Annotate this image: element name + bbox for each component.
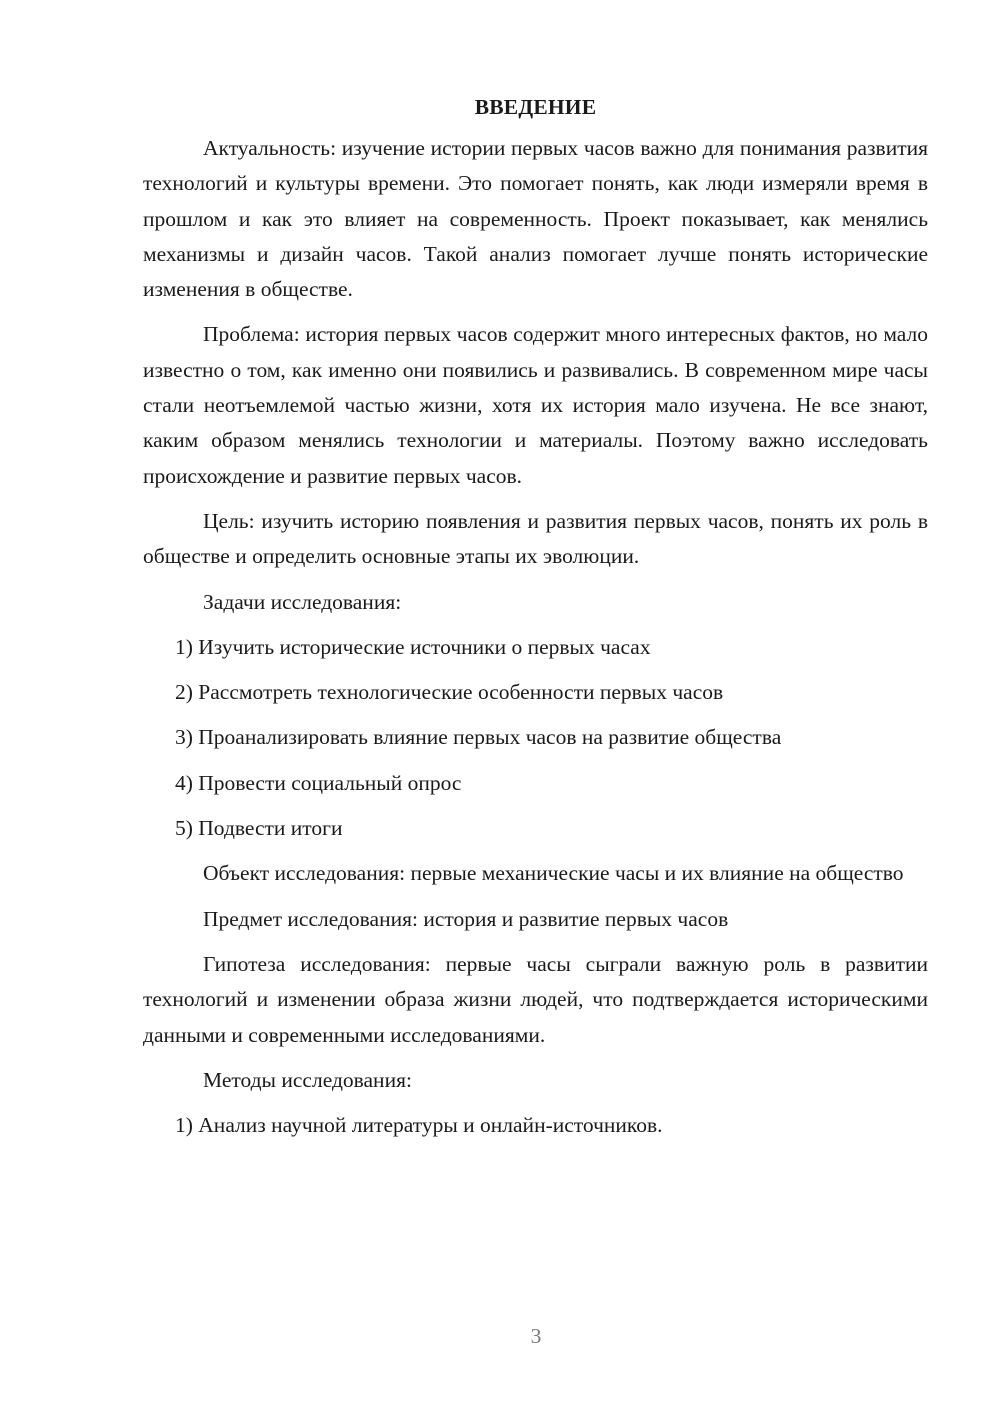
problem-paragraph: Проблема: история первых часов содержит много интересных фактов, но мало известно о том, как именно они появились и развивались. В современном мире часы стали неотъемлемой частью жизни, хотя их история мало изучена. Не все знают, каким образом менялись технологии и материалы. Поэтому важно исследовать происхождение и развитие первых часов. xyxy=(143,322,928,488)
tasks-heading: Задачи исследования: xyxy=(203,589,402,614)
object-paragraph: Объект исследования: первые механические часы и их влияние на общество xyxy=(203,861,904,886)
list-item: 1) Анализ научной литературы и онлайн-источников. xyxy=(175,1113,663,1138)
list-item: 3) Проанализировать влияние первых часов на развитие общества xyxy=(175,725,782,750)
relevance-paragraph: Актуальность: изучение истории первых часов важно для понимания развития технологий и культуры времени. Это помогает понять, как люди измеряли время в прошлом и как это влияет на современность. Проект показывает, как менялись механизмы и дизайн часов. Такой анализ помогает лучше понять исторические изменения в обществе. xyxy=(143,136,928,302)
tasks-list xyxy=(143,630,928,846)
methods-heading: Методы исследования: xyxy=(203,1067,412,1092)
page-number: 3 xyxy=(530,1324,542,1348)
list-item: 2) Рассмотреть технологические особенности первых часов xyxy=(175,680,724,705)
list-item: 1) Изучить исторические источники о первых часах xyxy=(175,634,651,659)
goal-paragraph: Цель: изучить историю появления и развития первых часов, понять их роль в обществе и определить основные этапы их эволюции. xyxy=(143,508,928,569)
list-item: 4) Провести социальный опрос xyxy=(175,770,462,795)
subject-paragraph: Предмет исследования: история и развитие первых часов xyxy=(203,906,729,931)
methods-list xyxy=(143,1108,928,1143)
hypothesis-paragraph: Гипотеза исследования: первые часы сыграли важную роль в развитии технологий и изменении образа жизни людей, что подтверждается историческими данными и современными исследованиями. xyxy=(143,951,928,1047)
document-page xyxy=(143,90,928,1153)
section-title: ВВЕДЕНИЕ xyxy=(474,95,597,119)
list-item: 5) Подвести итоги xyxy=(175,816,343,841)
